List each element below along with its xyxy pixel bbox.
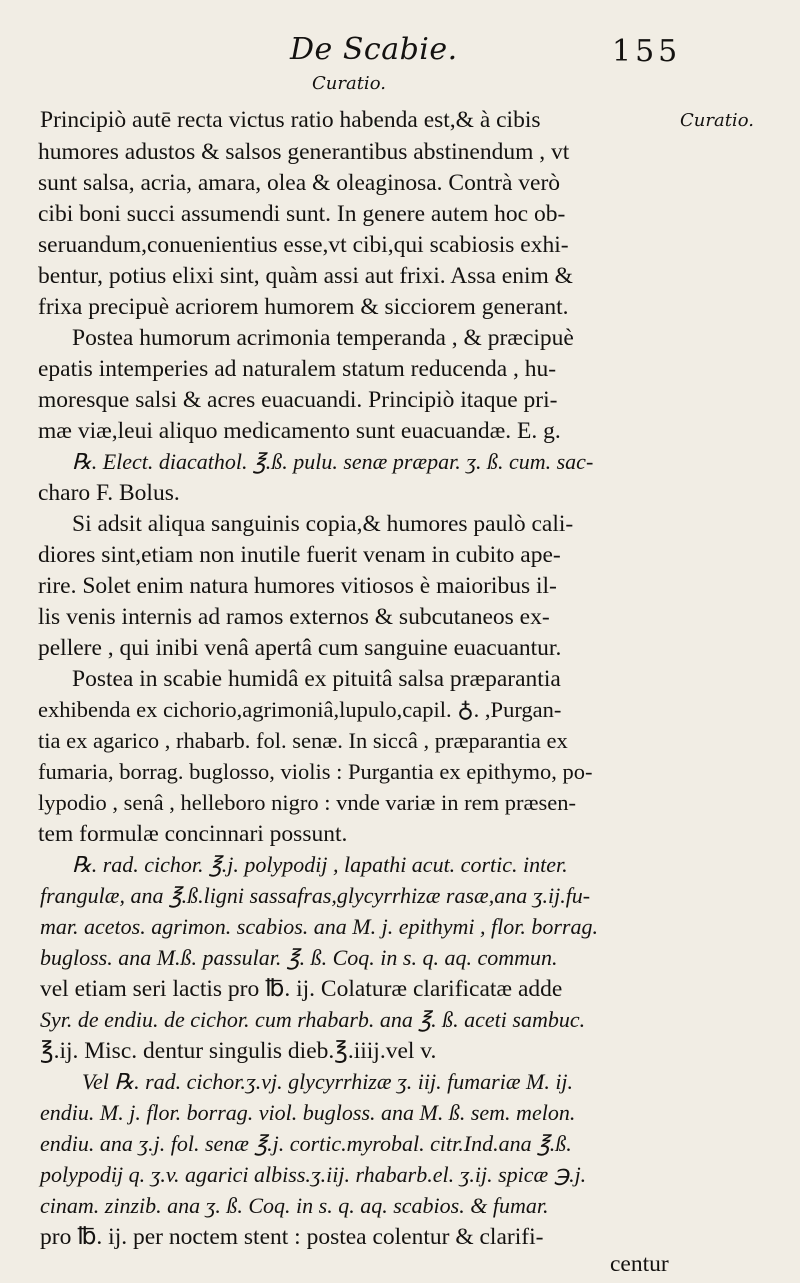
text-line: lypodio , senâ , helleboro nigro : vnde variæ in rem præsen-: [38, 790, 577, 815]
text-line: cinam. zinzib. ana ʒ. ß. Coq. in s. q. aq. scabios. & fumar.: [40, 1193, 549, 1218]
text-line: cibi boni succi assumendi sunt. In genere autem hoc ob-: [38, 201, 566, 227]
text-line: rire. Solet enim natura humores vitiosos è maioribus il-: [38, 573, 557, 599]
text-line: epatis intemperies ad naturalem statum reducenda , hu-: [38, 356, 557, 382]
text-line: Si adsit aliqua sanguinis copia,& humores paulò cali-: [72, 511, 574, 537]
running-title: De Scabie.: [290, 32, 458, 67]
text-line: sunt salsa, acria, amara, olea & oleaginosa. Contrà verò: [38, 170, 561, 196]
text-line: humores adustos & salsos generantibus abstinendum , vt: [38, 139, 570, 165]
text-line: mæ viæ,leui aliquo medicamento sunt euacuandæ. E. g.: [38, 418, 561, 444]
text-line: Postea humorum acrimonia temperanda , & præcipuè: [72, 325, 574, 351]
text-line: ℞. Elect. diacathol. ℥.ß. pulu. senæ præpar. ʒ. ß. cum. sac-: [72, 449, 594, 474]
text-line: endiu. M. j. flor. borrag. viol. bugloss. ana M. ß. sem. melon.: [40, 1100, 576, 1125]
text-line: exhibenda ex cichorio,agrimoniâ,lupulo,capil. ♁. ,Purgan-: [38, 697, 562, 722]
text-line: tem formulæ concinnari possunt.: [38, 821, 348, 847]
text-line: Principiò autē recta victus ratio habenda est,& à cibis: [40, 107, 541, 133]
text-line: tia ex agarico , rhabarb. fol. senæ. In siccâ , præparantia ex: [38, 728, 568, 753]
text-line: diores sint,etiam non inutile fuerit venam in cubito ape-: [38, 542, 561, 568]
text-line: frangulæ, ana ℥.ß.ligni sassafras,glycyrrhizæ rasæ,ana ʒ.ij.fu-: [40, 883, 591, 908]
text-line: mar. acetos. agrimon. scabios. ana M. j. epithymi , flor. borrag.: [40, 914, 598, 939]
section-heading: Curatio.: [312, 73, 386, 94]
text-line: bugloss. ana M.ß. passular. ℥. ß. Coq. in s. q. aq. commun.: [40, 945, 558, 970]
text-line: frixa precipuè acriorem humorem & sicciorem generant.: [38, 294, 569, 320]
text-line: endiu. ana ʒ.j. fol. senæ ℥.j. cortic.myrobal. citr.Ind.ana ℥.ß.: [40, 1131, 572, 1156]
catchword: centur: [610, 1251, 669, 1277]
text-line: lis venis internis ad ramos externos & subcutaneos ex-: [38, 604, 550, 630]
text-line: Postea in scabie humidâ ex pituitâ salsa præparantia: [72, 666, 561, 692]
text-line: seruandum,conuenientius esse,vt cibi,qui scabiosis exhi-: [38, 232, 569, 258]
text-line: ℥.ij. Misc. dentur singulis dieb.℥.iiij.vel v.: [40, 1038, 437, 1064]
text-line: moresque salsi & acres euacuandi. Principiò itaque pri-: [38, 387, 558, 413]
text-line: ℞. rad. cichor. ℥.j. polypodij , lapathi acut. cortic. inter.: [72, 852, 568, 877]
text-line: vel etiam seri lactis pro ℔. ij. Colaturæ clarificatæ adde: [40, 976, 563, 1002]
margin-note: Curatio.: [680, 110, 754, 131]
text-line: charo F. Bolus.: [38, 480, 180, 506]
text-line: pro ℔. ij. per noctem stent : postea colentur & clarifi-: [40, 1224, 544, 1250]
text-line: bentur, potius elixi sint, quàm assi aut frixi. Assa enim &: [38, 263, 573, 289]
page-number: 155: [612, 34, 682, 69]
text-line: polypodij q. ʒ.v. agarici albiss.ʒ.iij. rhabarb.el. ʒ.ij. spicæ ℈.j.: [40, 1162, 587, 1187]
text-line: Syr. de endiu. de cichor. cum rhabarb. ana ℥. ß. aceti sambuc.: [40, 1007, 586, 1032]
text-line: Vel ℞. rad. cichor.ʒ.vj. glycyrrhizæ ʒ. iij. fumariæ M. ij.: [82, 1069, 574, 1094]
text-line: pellere , qui inibi venâ apertâ cum sanguine euacuantur.: [38, 635, 562, 661]
text-line: fumaria, borrag. buglosso, violis : Purgantia ex epithymo, po-: [38, 759, 593, 784]
